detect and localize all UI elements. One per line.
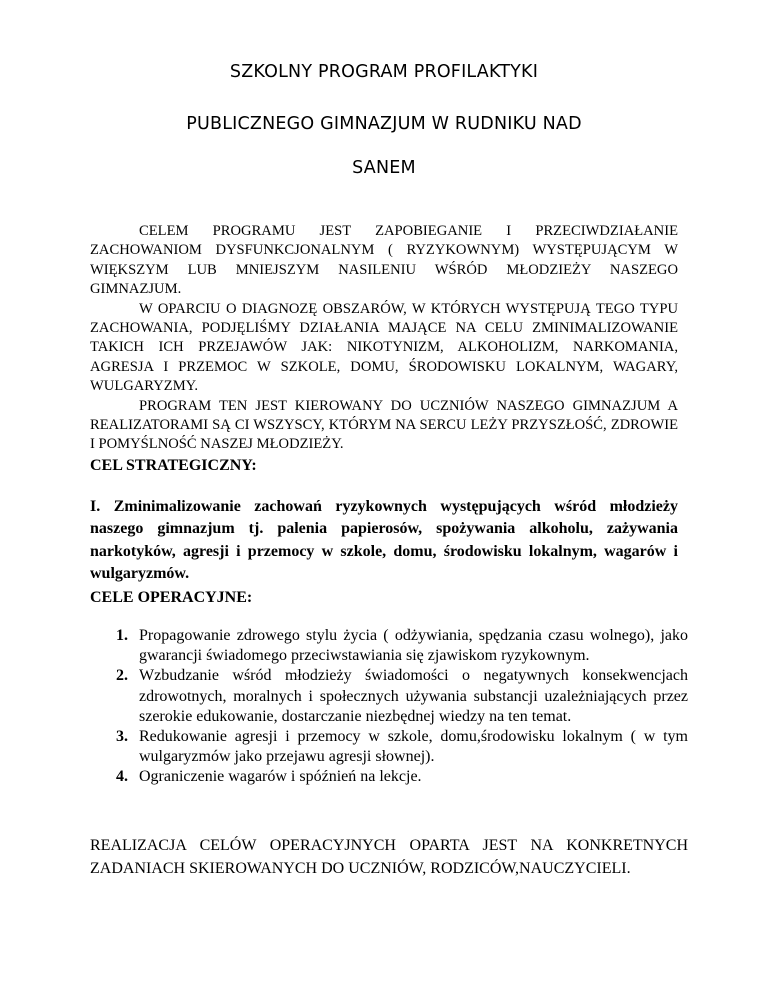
intro-section [90,222,678,455]
intro-paragraph-1: CELEM PROGRAMU JEST ZAPOBIEGANIE I PRZECIWDZIAŁANIE ZACHOWANIOM DYSFUNKCJONALNYM ( RYZYKOWNYM) WYSTĘPUJĄCYM W WIĘKSZYM LUB MNIEJSZYM NASILENIU WŚRÓD MŁODZIEŻY NASZEGO GIMNAZJUM. [90,223,678,298]
intro-paragraph-3: PROGRAM TEN JEST KIEROWANY DO UCZNIÓW NASZEGO GIMNAZJUM A REALIZATORAMI SĄ CI WSZYSCY, KTÓRYM NA SERCU LEŻY PRZYSZŁOŚĆ, ZDROWIE I POMYŚLNOŚĆ NASZEJ MŁODZIEŻY. [90,397,678,453]
title-line-2: PUBLICZNEGO GIMNAZJUM W RUDNIKU NAD [186,114,582,134]
title-line-1: SZKOLNY PROGRAM PROFILAKTYKI [229,62,539,82]
list-item-text: Wzbudzanie wśród młodzieży świadomości o negatywnych konsekwencjach zdrowotnych, moralnych i społecznych używania substancji uzależniających przez szerokie edukowanie, dostarczanie niezbędnej wiedzy na ten temat. [139,667,688,725]
list-item [90,727,688,767]
list-item-text: Propagowanie zdrowego stylu życia ( odżywiania, spędzania czasu wolnego), jako gwarancji świadomego przeciwstawiania się zjawiskom ryzykownym. [139,627,688,665]
operational-goals-list [90,626,688,788]
closing-paragraph: REALIZACJA CELÓW OPERACYJNYCH OPARTA JEST NA KONKRETNYCH ZADANIACH SKIEROWANYCH DO UCZNIÓW, RODZICÓW,NAUCZYCIELI. [90,837,688,877]
list-item [90,666,688,727]
list-item [90,626,688,666]
list-item [90,767,688,787]
title-line-3: SANEM [352,158,416,178]
list-item-text: Redukowanie agresji i przemocy w szkole, domu,środowisku lokalnym ( w tym wulgaryzmów jako przejawu agresji słownej). [139,728,688,766]
list-item-number: 4. [116,768,128,786]
intro-paragraph-2: W OPARCIU O DIAGNOZĘ OBSZARÓW, W KTÓRYCH WYSTĘPUJĄ TEGO TYPU ZACHOWANIA, PODJĘLIŚMY DZIAŁANIA MAJĄCE NA CELU ZMINIMALIZOWANIE TAKICH ICH PRZEJAWÓW JAK: NIKOTYNIZM, ALKOHOLIZM, NARKOMANIA, AGRESJA I PRZEMOC W SZKOLE, DOMU, ŚRODOWISKU LOKALNYM, WAGARY, WULGARYZMY. [90,300,678,395]
list-item-text: Ograniczenie wagarów i spóźnień na lekcje. [139,768,422,786]
list-item-number: 3. [116,728,128,746]
strategic-goal: I. Zminimalizowanie zachowań ryzykownych występujących wśród młodzieży naszego gimnazjum tj. palenia papierosów, spożywania alkoholu, zażywania narkotyków, agresji i przemocy w szkole, domu, środowisku lokalnym, wagarów i wulgaryzmów. [90,498,678,583]
list-item-number: 2. [116,667,128,685]
operational-heading: CELE OPERACYJNE: [90,589,253,606]
strategic-heading: CEL STRATEGICZNY: [90,457,257,474]
list-item-number: 1. [116,627,128,644]
